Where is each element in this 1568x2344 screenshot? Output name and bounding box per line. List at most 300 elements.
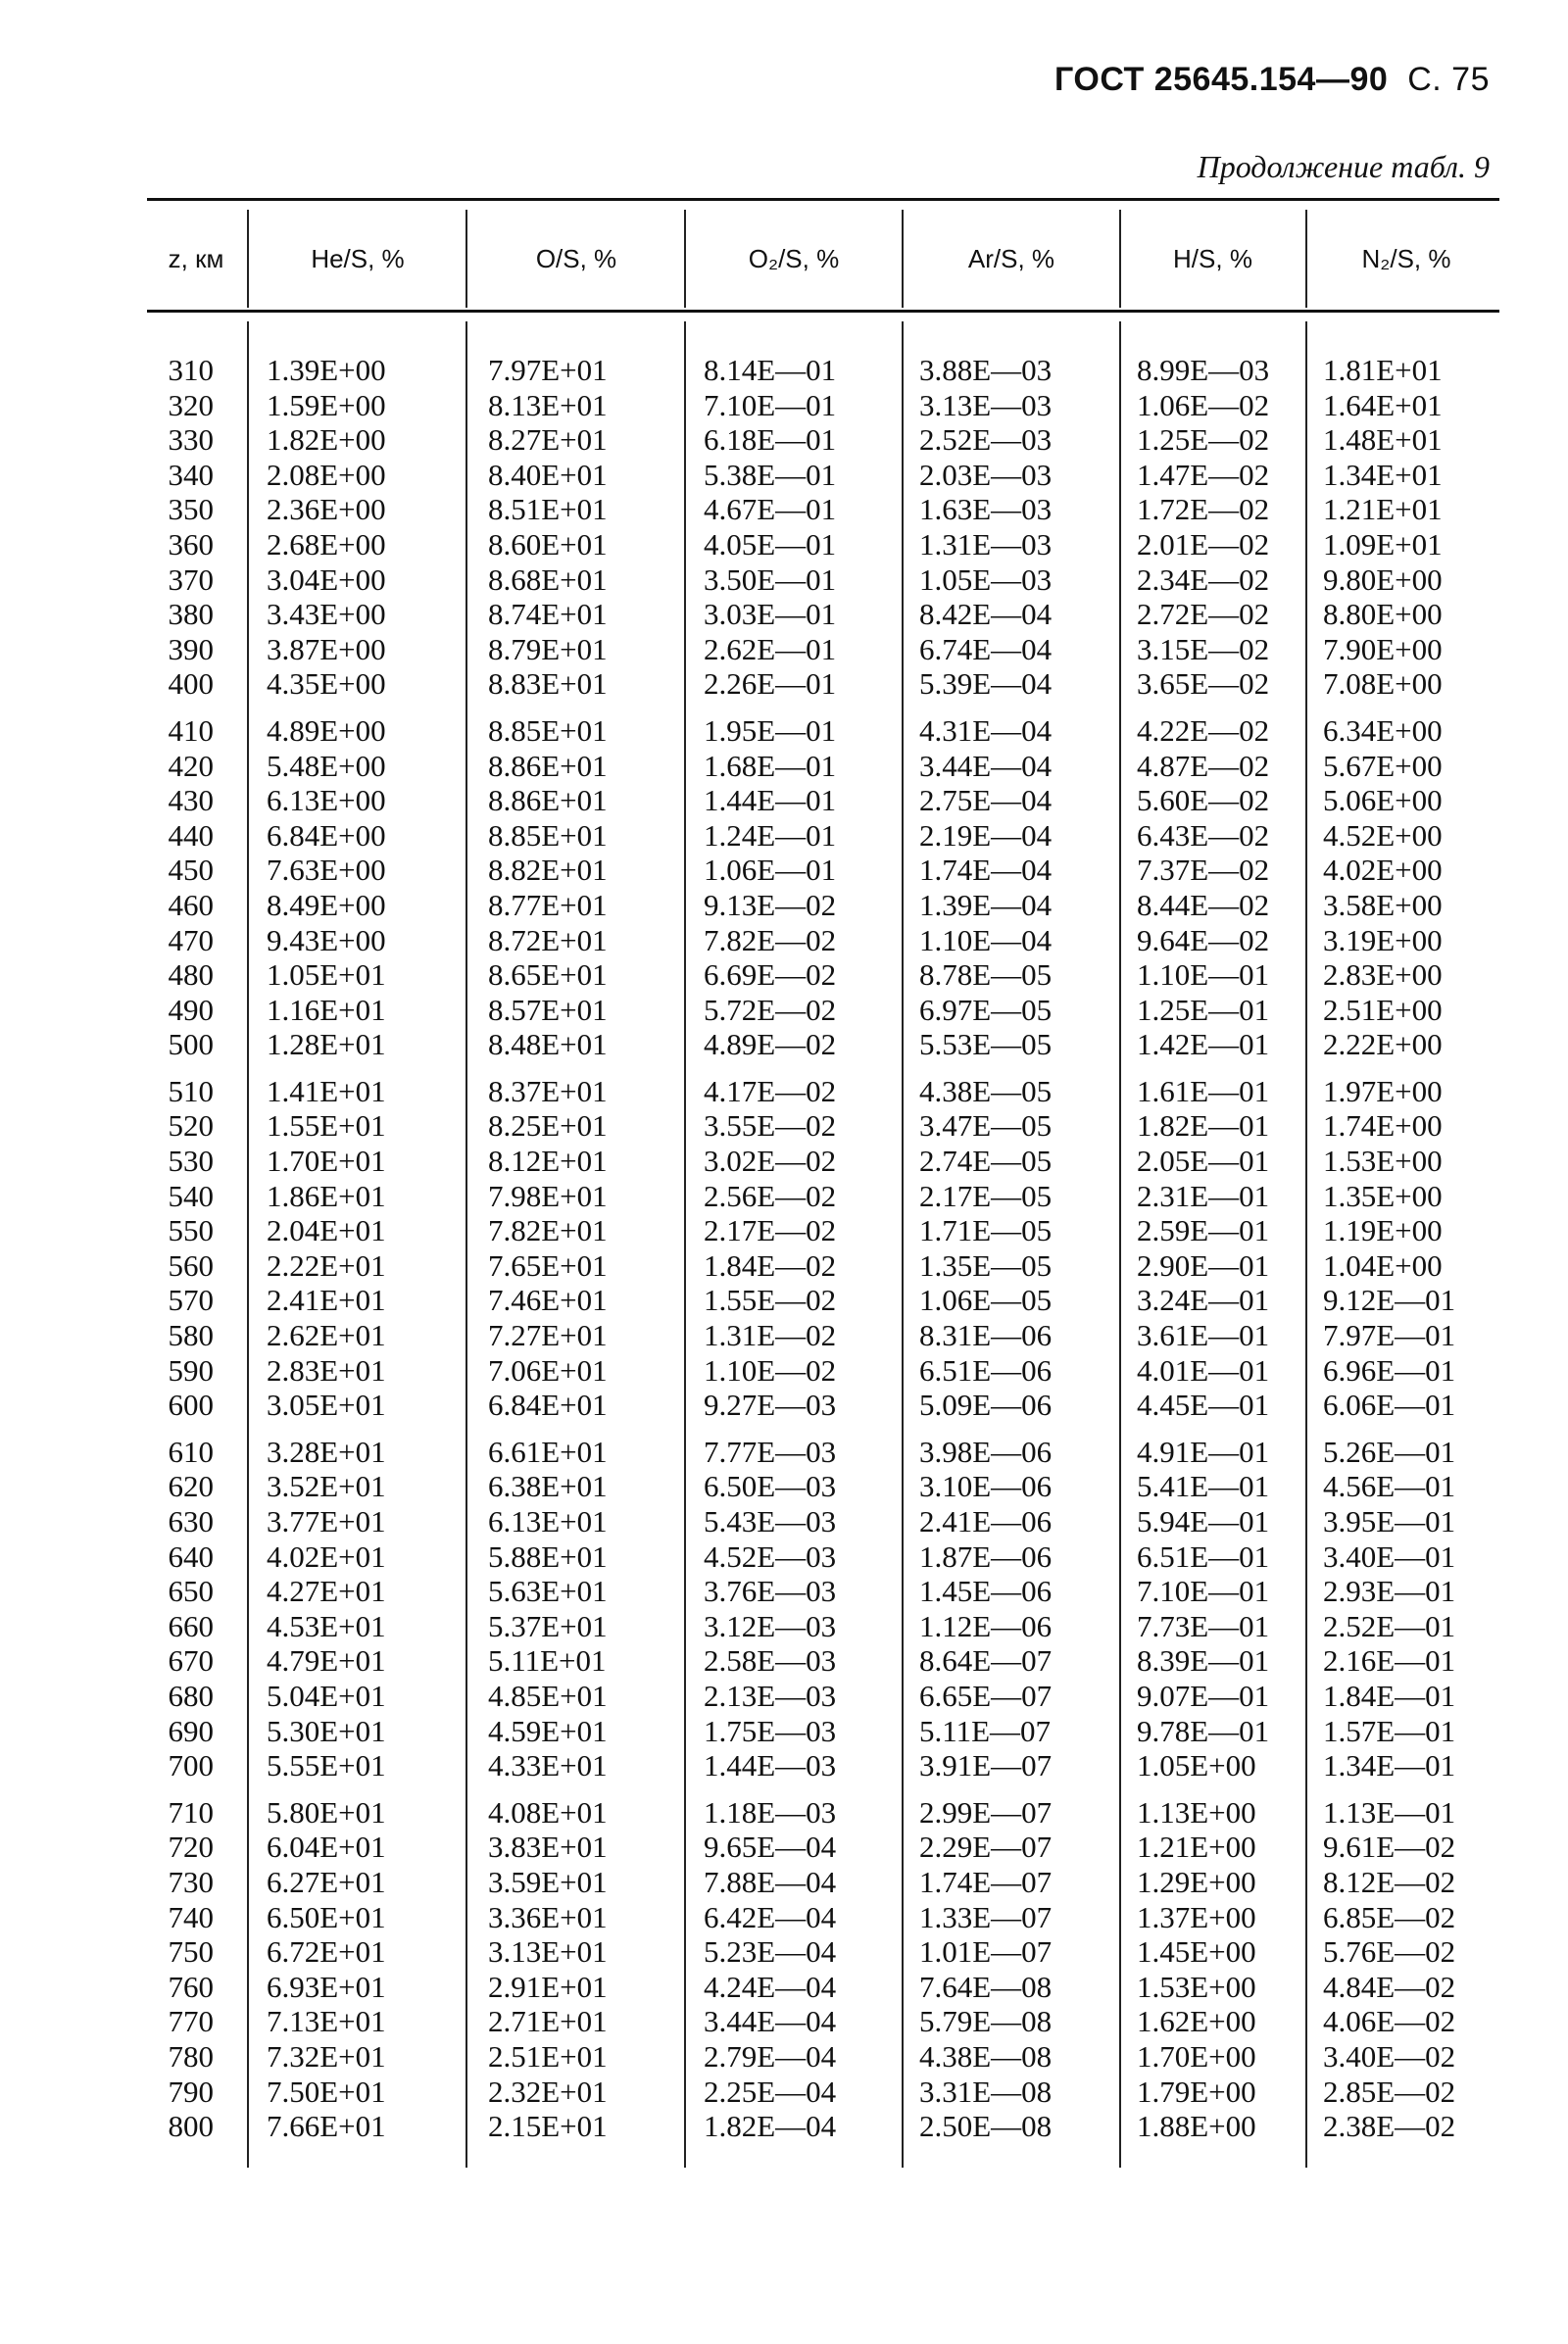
o2-cell: 2.26E—01 [704, 666, 837, 702]
o2-cell: 9.27E—03 [704, 1388, 837, 1423]
o-cell: 8.37E+01 [488, 1073, 608, 1108]
o-cell: 7.98E+01 [488, 1178, 608, 1213]
n2-cell: 2.52E—01 [1323, 1608, 1456, 1643]
ar-cell: 1.35E—05 [919, 1247, 1053, 1283]
h-cell: 1.47E—02 [1137, 457, 1270, 492]
o-cell: 8.27E+01 [488, 422, 608, 458]
o-cell: 3.59E+01 [488, 1864, 608, 1899]
altitude-cell: 350 [168, 492, 214, 527]
o-cell: 6.13E+01 [488, 1504, 608, 1538]
o2-cell: 6.42E—04 [704, 1899, 837, 1934]
o2-cell: 1.55E—02 [704, 1283, 837, 1318]
o2-cell: 2.56E—02 [704, 1178, 837, 1213]
h-cell: 9.07E—01 [1137, 1678, 1270, 1713]
table-row [0, 1248, 1568, 1284]
o-cell: 8.82E+01 [488, 853, 608, 888]
table-row [0, 749, 1568, 784]
col-header-z: z, км [168, 243, 224, 273]
ar-cell: 2.29E—07 [919, 1830, 1053, 1865]
table-body [0, 353, 1568, 2156]
ar-cell: 1.01E—07 [919, 1934, 1053, 1970]
table-row [0, 1108, 1568, 1144]
ar-cell: 3.10E—06 [919, 1469, 1053, 1504]
n2-cell: 1.34E—01 [1323, 1748, 1456, 1783]
o2-cell: 5.23E—04 [704, 1934, 837, 1970]
n2-cell: 2.16E—01 [1323, 1643, 1456, 1679]
he-cell: 6.04E+01 [267, 1830, 386, 1865]
n2-cell: 3.40E—02 [1323, 2038, 1456, 2074]
n2-cell: 8.12E—02 [1323, 1864, 1456, 1899]
he-cell: 7.32E+01 [267, 2038, 386, 2074]
ar-cell: 5.53E—05 [919, 1027, 1053, 1062]
n2-cell: 2.93E—01 [1323, 1574, 1456, 1609]
h-cell: 1.37E+00 [1137, 1899, 1256, 1934]
n2-cell: 2.85E—02 [1323, 2074, 1456, 2109]
ar-cell: 6.97E—05 [919, 992, 1053, 1027]
o2-cell: 1.75E—03 [704, 1713, 837, 1748]
altitude-cell: 430 [168, 783, 214, 818]
ar-cell: 2.41E—06 [919, 1504, 1053, 1538]
n2-cell: 4.52E+00 [1323, 817, 1443, 853]
he-cell: 2.41E+01 [267, 1283, 386, 1318]
table-row [0, 1934, 1568, 1970]
n2-cell: 7.90E+00 [1323, 631, 1443, 666]
altitude-cell: 750 [168, 1934, 214, 1970]
col-header-o2: O₂/S, % [748, 243, 840, 273]
o2-cell: 4.17E—02 [704, 1073, 837, 1108]
o-cell: 8.57E+01 [488, 992, 608, 1027]
table-row [0, 2075, 1568, 2110]
page-number: С. 75 [1407, 61, 1490, 98]
table-row [0, 458, 1568, 493]
o-cell: 4.08E+01 [488, 1794, 608, 1830]
he-cell: 3.04E+00 [267, 562, 386, 597]
altitude-cell: 380 [168, 597, 214, 632]
o-cell: 7.46E+01 [488, 1283, 608, 1318]
he-cell: 1.59E+00 [267, 387, 386, 422]
o2-cell: 3.12E—03 [704, 1608, 837, 1643]
h-cell: 1.06E—02 [1137, 387, 1270, 422]
o-cell: 8.65E+01 [488, 957, 608, 993]
ar-cell: 5.39E—04 [919, 666, 1053, 702]
table-row [0, 1539, 1568, 1575]
o2-cell: 4.67E—01 [704, 492, 837, 527]
altitude-cell: 650 [168, 1574, 214, 1609]
o2-cell: 4.89E—02 [704, 1027, 837, 1062]
h-cell: 4.87E—02 [1137, 748, 1270, 783]
altitude-cell: 310 [168, 353, 214, 387]
h-cell: 4.45E—01 [1137, 1388, 1270, 1423]
table-row [0, 1179, 1568, 1214]
n2-cell: 1.09E+01 [1323, 526, 1443, 562]
h-cell: 5.41E—01 [1137, 1469, 1270, 1504]
h-cell: 9.78E—01 [1137, 1713, 1270, 1748]
o-cell: 2.71E+01 [488, 2004, 608, 2039]
he-cell: 5.55E+01 [267, 1748, 386, 1783]
table-row [0, 1318, 1568, 1353]
altitude-cell: 700 [168, 1748, 214, 1783]
o2-cell: 1.82E—04 [704, 2109, 837, 2144]
n2-cell: 5.06E+00 [1323, 783, 1443, 818]
he-cell: 4.35E+00 [267, 666, 386, 702]
n2-cell: 1.53E+00 [1323, 1144, 1443, 1179]
he-cell: 3.43E+00 [267, 597, 386, 632]
ar-cell: 3.98E—06 [919, 1434, 1053, 1469]
n2-cell: 9.12E—01 [1323, 1283, 1456, 1318]
altitude-cell: 730 [168, 1864, 214, 1899]
n2-cell: 1.74E+00 [1323, 1108, 1443, 1144]
h-cell: 1.62E+00 [1137, 2004, 1256, 2039]
h-cell: 1.25E—01 [1137, 992, 1270, 1027]
h-cell: 1.13E+00 [1137, 1794, 1256, 1830]
table-row [0, 666, 1568, 702]
page-header [1054, 61, 1490, 99]
n2-cell: 1.34E+01 [1323, 457, 1443, 492]
he-cell: 1.41E+01 [267, 1073, 386, 1108]
he-cell: 7.66E+01 [267, 2109, 386, 2144]
o2-cell: 1.06E—01 [704, 853, 837, 888]
h-cell: 5.94E—01 [1137, 1504, 1270, 1538]
n2-cell: 4.06E—02 [1323, 2004, 1456, 2039]
altitude-cell: 550 [168, 1213, 214, 1248]
table-row [0, 1435, 1568, 1470]
n2-cell: 1.48E+01 [1323, 422, 1443, 458]
ar-cell: 1.10E—04 [919, 922, 1053, 957]
he-cell: 4.27E+01 [267, 1574, 386, 1609]
ar-cell: 2.19E—04 [919, 817, 1053, 853]
o-cell: 7.97E+01 [488, 353, 608, 387]
altitude-cell: 470 [168, 922, 214, 957]
n2-cell: 2.51E+00 [1323, 992, 1443, 1027]
row-group [0, 713, 1568, 1062]
o-cell: 8.60E+01 [488, 526, 608, 562]
table-row [0, 1714, 1568, 1749]
table-row [0, 1144, 1568, 1179]
he-cell: 3.77E+01 [267, 1504, 386, 1538]
o2-cell: 1.95E—01 [704, 712, 837, 748]
ar-cell: 6.65E—07 [919, 1678, 1053, 1713]
n2-cell: 2.38E—02 [1323, 2109, 1456, 2144]
ar-cell: 5.09E—06 [919, 1388, 1053, 1423]
ar-cell: 2.52E—03 [919, 422, 1053, 458]
h-cell: 1.53E+00 [1137, 1969, 1256, 2004]
ar-cell: 7.64E—08 [919, 1969, 1053, 2004]
he-cell: 1.86E+01 [267, 1178, 386, 1213]
altitude-cell: 450 [168, 853, 214, 888]
table-row [0, 1900, 1568, 1935]
n2-cell: 4.02E+00 [1323, 853, 1443, 888]
col-header-ar: Ar/S, % [967, 243, 1055, 273]
o-cell: 6.38E+01 [488, 1469, 608, 1504]
altitude-cell: 760 [168, 1969, 214, 2004]
o-cell: 4.59E+01 [488, 1713, 608, 1748]
h-cell: 6.51E—01 [1137, 1538, 1270, 1574]
n2-cell: 1.81E+01 [1323, 353, 1443, 387]
ar-cell: 3.31E—08 [919, 2074, 1053, 2109]
altitude-cell: 440 [168, 817, 214, 853]
o2-cell: 4.24E—04 [704, 1969, 837, 2004]
altitude-cell: 790 [168, 2074, 214, 2109]
n2-cell: 4.56E—01 [1323, 1469, 1456, 1504]
o-cell: 3.13E+01 [488, 1934, 608, 1970]
o2-cell: 7.10E—01 [704, 387, 837, 422]
o2-cell: 1.44E—03 [704, 1748, 837, 1783]
ar-cell: 2.99E—07 [919, 1794, 1053, 1830]
o-cell: 8.72E+01 [488, 922, 608, 957]
he-cell: 7.63E+00 [267, 853, 386, 888]
altitude-cell: 530 [168, 1144, 214, 1179]
n2-cell: 1.97E+00 [1323, 1073, 1443, 1108]
table-row [0, 597, 1568, 632]
o-cell: 4.85E+01 [488, 1678, 608, 1713]
o2-cell: 7.88E—04 [704, 1864, 837, 1899]
table-row [0, 888, 1568, 923]
table-row [0, 1388, 1568, 1423]
ar-cell: 1.39E—04 [919, 887, 1053, 922]
n2-cell: 5.67E+00 [1323, 748, 1443, 783]
ar-cell: 1.33E—07 [919, 1899, 1053, 1934]
altitude-cell: 360 [168, 526, 214, 562]
n2-cell: 9.80E+00 [1323, 562, 1443, 597]
n2-cell: 1.04E+00 [1323, 1247, 1443, 1283]
h-cell: 8.44E—02 [1137, 887, 1270, 922]
h-cell: 1.29E+00 [1137, 1864, 1256, 1899]
table-row [0, 1865, 1568, 1900]
table-row [0, 1970, 1568, 2005]
n2-cell: 1.13E—01 [1323, 1794, 1456, 1830]
altitude-cell: 420 [168, 748, 214, 783]
he-cell: 1.39E+00 [267, 353, 386, 387]
o2-cell: 3.02E—02 [704, 1144, 837, 1179]
col-header-o: O/S, % [535, 243, 617, 273]
n2-cell: 5.76E—02 [1323, 1934, 1456, 1970]
he-cell: 8.49E+00 [267, 887, 386, 922]
o2-cell: 2.79E—04 [704, 2038, 837, 2074]
ar-cell: 4.38E—08 [919, 2038, 1053, 2074]
he-cell: 2.68E+00 [267, 526, 386, 562]
table-row [0, 2004, 1568, 2039]
o2-cell: 8.14E—01 [704, 353, 837, 387]
altitude-cell: 740 [168, 1899, 214, 1934]
he-cell: 6.72E+01 [267, 1934, 386, 1970]
he-cell: 3.05E+01 [267, 1388, 386, 1423]
table-row [0, 923, 1568, 958]
ar-cell: 2.03E—03 [919, 457, 1053, 492]
he-cell: 5.04E+01 [267, 1678, 386, 1713]
ar-cell: 8.64E—07 [919, 1643, 1053, 1679]
h-cell: 1.42E—01 [1137, 1027, 1270, 1062]
he-cell: 9.43E+00 [267, 922, 386, 957]
o-cell: 8.77E+01 [488, 887, 608, 922]
o-cell: 8.85E+01 [488, 712, 608, 748]
he-cell: 2.08E+00 [267, 457, 386, 492]
o-cell: 3.83E+01 [488, 1830, 608, 1865]
o2-cell: 9.13E—02 [704, 887, 837, 922]
table-row [0, 818, 1568, 854]
n2-cell: 8.80E+00 [1323, 597, 1443, 632]
n2-cell: 5.26E—01 [1323, 1434, 1456, 1469]
h-cell: 3.24E—01 [1137, 1283, 1270, 1318]
ar-cell: 1.45E—06 [919, 1574, 1053, 1609]
o2-cell: 1.84E—02 [704, 1247, 837, 1283]
altitude-cell: 560 [168, 1247, 214, 1283]
n2-cell: 3.58E+00 [1323, 887, 1443, 922]
o2-cell: 1.68E—01 [704, 748, 837, 783]
table-row [0, 1469, 1568, 1504]
o-cell: 8.25E+01 [488, 1108, 608, 1144]
table-row [0, 527, 1568, 562]
o-cell: 6.84E+01 [488, 1388, 608, 1423]
h-cell: 4.22E—02 [1137, 712, 1270, 748]
o-cell: 8.51E+01 [488, 492, 608, 527]
n2-cell: 1.19E+00 [1323, 1213, 1443, 1248]
table-row [0, 1748, 1568, 1783]
altitude-cell: 600 [168, 1388, 214, 1423]
table-row [0, 353, 1568, 388]
ar-cell: 3.88E—03 [919, 353, 1053, 387]
n2-cell: 7.08E+00 [1323, 666, 1443, 702]
table-row [0, 1504, 1568, 1539]
altitude-cell: 770 [168, 2004, 214, 2039]
o2-cell: 3.55E—02 [704, 1108, 837, 1144]
o2-cell: 3.76E—03 [704, 1574, 837, 1609]
he-cell: 6.13E+00 [267, 783, 386, 818]
table-row [0, 2039, 1568, 2075]
he-cell: 5.48E+00 [267, 748, 386, 783]
n2-cell: 1.35E+00 [1323, 1178, 1443, 1213]
ar-cell: 1.06E—05 [919, 1283, 1053, 1318]
he-cell: 2.36E+00 [267, 492, 386, 527]
column-divider [684, 210, 686, 308]
he-cell: 6.84E+00 [267, 817, 386, 853]
h-cell: 1.70E+00 [1137, 2038, 1256, 2074]
n2-cell: 6.34E+00 [1323, 712, 1443, 748]
o-cell: 2.15E+01 [488, 2109, 608, 2144]
h-cell: 2.90E—01 [1137, 1247, 1270, 1283]
o2-cell: 3.03E—01 [704, 597, 837, 632]
o-cell: 8.48E+01 [488, 1027, 608, 1062]
table-row [0, 632, 1568, 667]
altitude-cell: 490 [168, 992, 214, 1027]
ar-cell: 4.31E—04 [919, 712, 1053, 748]
he-cell: 3.87E+00 [267, 631, 386, 666]
n2-cell: 3.40E—01 [1323, 1538, 1456, 1574]
h-cell: 1.82E—01 [1137, 1108, 1270, 1144]
altitude-cell: 510 [168, 1073, 214, 1108]
h-cell: 1.72E—02 [1137, 492, 1270, 527]
altitude-cell: 780 [168, 2038, 214, 2074]
column-divider [902, 210, 904, 308]
n2-cell: 6.96E—01 [1323, 1352, 1456, 1388]
n2-cell: 6.06E—01 [1323, 1388, 1456, 1423]
altitude-cell: 330 [168, 422, 214, 458]
altitude-cell: 620 [168, 1469, 214, 1504]
he-cell: 1.82E+00 [267, 422, 386, 458]
ar-cell: 1.74E—07 [919, 1864, 1053, 1899]
o-cell: 8.13E+01 [488, 387, 608, 422]
column-divider [466, 210, 467, 308]
table-row [0, 2109, 1568, 2144]
o-cell: 6.61E+01 [488, 1434, 608, 1469]
n2-cell: 2.22E+00 [1323, 1027, 1443, 1062]
h-cell: 1.10E—01 [1137, 957, 1270, 993]
o-cell: 2.32E+01 [488, 2074, 608, 2109]
ar-cell: 5.11E—07 [919, 1713, 1052, 1748]
altitude-cell: 500 [168, 1027, 214, 1062]
n2-cell: 6.85E—02 [1323, 1899, 1456, 1934]
altitude-cell: 720 [168, 1830, 214, 1865]
altitude-cell: 680 [168, 1678, 214, 1713]
table-header-rule [147, 310, 1499, 313]
altitude-cell: 320 [168, 387, 214, 422]
he-cell: 1.28E+01 [267, 1027, 386, 1062]
he-cell: 4.02E+01 [267, 1538, 386, 1574]
ar-cell: 1.05E—03 [919, 562, 1053, 597]
ar-cell: 1.63E—03 [919, 492, 1053, 527]
ar-cell: 3.47E—05 [919, 1108, 1053, 1144]
o2-cell: 3.44E—04 [704, 2004, 837, 2039]
he-cell: 4.89E+00 [267, 712, 386, 748]
table-row [0, 1027, 1568, 1062]
o-cell: 8.83E+01 [488, 666, 608, 702]
h-cell: 9.64E—02 [1137, 922, 1270, 957]
h-cell: 1.61E—01 [1137, 1073, 1270, 1108]
ar-cell: 1.87E—06 [919, 1538, 1053, 1574]
table-row [0, 388, 1568, 423]
h-cell: 1.25E—02 [1137, 422, 1270, 458]
h-cell: 4.91E—01 [1137, 1434, 1270, 1469]
table-row [0, 1830, 1568, 1865]
o-cell: 7.65E+01 [488, 1247, 608, 1283]
h-cell: 1.79E+00 [1137, 2074, 1256, 2109]
table-row [0, 1074, 1568, 1109]
altitude-cell: 640 [168, 1538, 214, 1574]
table-row [0, 783, 1568, 818]
o-cell: 8.74E+01 [488, 597, 608, 632]
ar-cell: 2.50E—08 [919, 2109, 1053, 2144]
table-top-rule [147, 198, 1499, 201]
ar-cell: 6.74E—04 [919, 631, 1053, 666]
col-header-he: He/S, % [311, 243, 405, 273]
o-cell: 8.79E+01 [488, 631, 608, 666]
o2-cell: 7.77E—03 [704, 1434, 837, 1469]
o-cell: 5.11E+01 [488, 1643, 607, 1679]
h-cell: 8.39E—01 [1137, 1643, 1270, 1679]
o2-cell: 2.62E—01 [704, 631, 837, 666]
o-cell: 2.51E+01 [488, 2038, 608, 2074]
he-cell: 7.13E+01 [267, 2004, 386, 2039]
altitude-cell: 610 [168, 1434, 214, 1469]
h-cell: 1.88E+00 [1137, 2109, 1256, 2144]
h-cell: 3.61E—01 [1137, 1318, 1270, 1353]
o2-cell: 5.38E—01 [704, 457, 837, 492]
n2-cell: 1.57E—01 [1323, 1713, 1456, 1748]
o-cell: 5.88E+01 [488, 1538, 608, 1574]
ar-cell: 1.31E—03 [919, 526, 1053, 562]
altitude-cell: 590 [168, 1352, 214, 1388]
he-cell: 1.05E+01 [267, 957, 386, 993]
o-cell: 8.40E+01 [488, 457, 608, 492]
table-row [0, 1643, 1568, 1679]
o2-cell: 1.31E—02 [704, 1318, 837, 1353]
o2-cell: 6.69E—02 [704, 957, 837, 993]
h-cell: 2.34E—02 [1137, 562, 1270, 597]
h-cell: 5.60E—02 [1137, 783, 1270, 818]
table-row [0, 1353, 1568, 1389]
o2-cell: 9.65E—04 [704, 1830, 837, 1865]
he-cell: 1.55E+01 [267, 1108, 386, 1144]
table-row [0, 562, 1568, 598]
